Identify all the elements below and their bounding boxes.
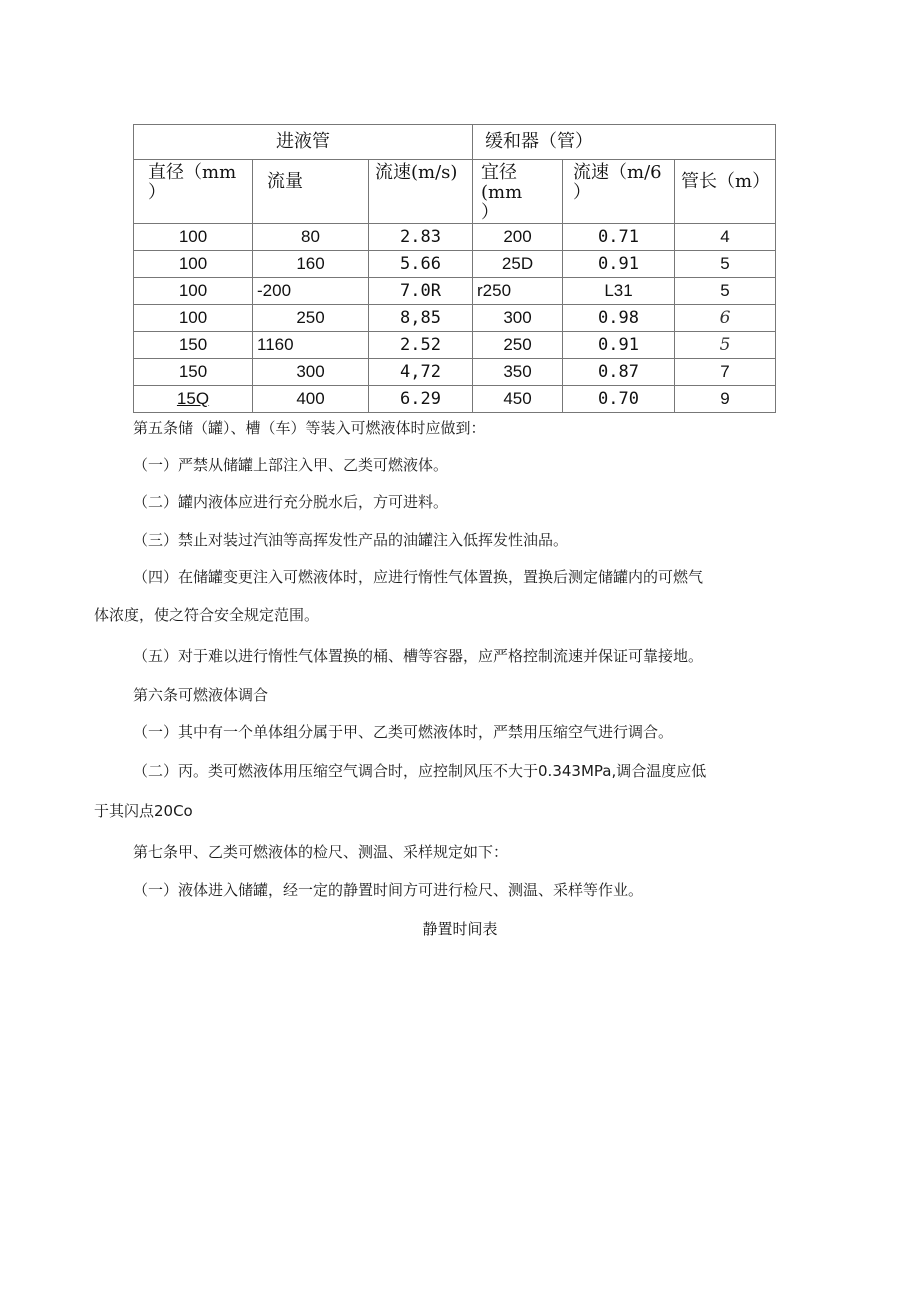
cell-diameter: 100 [134,251,253,278]
cell-buffer-diameter: 450 [473,386,563,413]
cell-flow: 80 [253,224,369,251]
table-row [134,332,776,359]
article-5-title: 第五条储（罐）、槽（车）等装入可燃液体时应做到： [133,419,486,437]
cell-buffer-velocity: 0.87 [563,359,675,386]
table-row [134,386,776,413]
col-header-text: 管长（m） [681,171,771,192]
article-5-item-5: （五）对于难以进行惰性气体置换的桶、槽等容器，应严格控制流速并保证可靠接地。 [133,647,704,665]
cell-pipe-length: 5 [675,251,776,278]
cell-pipe-length: 4 [675,224,776,251]
cell-diameter: 100 [134,224,253,251]
cell-buffer-diameter: 200 [473,224,563,251]
col-header-diameter [134,160,253,224]
cell-flow: 1160 [253,332,369,359]
cell-velocity: 4,72 [369,359,473,386]
col-header-text: 宜径(mm ） [481,162,523,223]
col-header-buffer-velocity [563,160,675,224]
cell-buffer-velocity: 0.98 [563,305,675,332]
table-row [134,251,776,278]
cell-diameter: 150 [134,332,253,359]
cell-buffer-diameter: 25D [473,251,563,278]
article-5-item-1: （一）严禁从储罐上部注入甲、乙类可燃液体。 [133,456,449,474]
col-header-buffer-diameter [473,160,563,224]
cell-pipe-length: 5 [675,278,776,305]
cell-diameter: 100 [134,278,253,305]
cell-buffer-velocity: L31 [563,278,675,305]
cell-flow: 160 [253,251,369,278]
article-7-item-1: （一）液体进入储罐，经一定的静置时间方可进行检尺、测温、采样等作业。 [133,881,644,899]
article-6-title: 第六条可燃液体调合 [133,686,269,704]
cell-buffer-velocity: 0.71 [563,224,675,251]
cell-flow: -200 [253,278,369,305]
cell-diameter: 150 [134,359,253,386]
group-inlet-pipe: 进液管 [134,125,473,160]
cell-buffer-diameter: 250 [473,332,563,359]
article-6-item-1: （一）其中有一个单体组分属于甲、乙类可燃液体时，严禁用压缩空气进行调合。 [133,723,674,741]
table-row [134,224,776,251]
col-header-text: 流速(m/s) [375,162,458,183]
cell-buffer-diameter: r250 [473,278,563,305]
col-header-velocity [369,160,473,224]
cell-flow: 250 [253,305,369,332]
cell-velocity: 8,85 [369,305,473,332]
article-6-item-2-line-1: （二）丙。类可燃液体用压缩空气调合时，应控制风压不大于0.343MPa,调合温度应低 [133,762,707,780]
cell-flow: 300 [253,359,369,386]
col-header-flow [253,160,369,224]
cell-diameter: 100 [134,305,253,332]
flow-rate-table [133,124,776,413]
cell-buffer-velocity: 0.91 [563,251,675,278]
article-5-item-2: （二）罐内液体应进行充分脱水后，方可进料。 [133,493,449,511]
cell-velocity: 6.29 [369,386,473,413]
table-row [134,359,776,386]
table-column-header [134,160,776,224]
article-7-title: 第七条甲、乙类可燃液体的检尺、测温、采样规定如下： [133,843,509,861]
cell-buffer-velocity: 0.70 [563,386,675,413]
cell-buffer-diameter: 350 [473,359,563,386]
cell-velocity: 2.52 [369,332,473,359]
cell-pipe-length: 5 [675,332,776,359]
article-5-item-4-line-1: （四）在储罐变更注入可燃液体时，应进行惰性气体置换，置换后测定储罐内的可燃气 [133,568,704,586]
settling-time-table-title: 静置时间表 [422,920,498,938]
cell-pipe-length: 9 [675,386,776,413]
article-5-item-4-line-2: 体浓度，使之符合安全规定范围。 [94,606,320,624]
col-header-text: 直径（mm ） [148,162,237,203]
cell-pipe-length: 7 [675,359,776,386]
cell-flow: 400 [253,386,369,413]
cell-buffer-diameter: 300 [473,305,563,332]
cell-velocity: 7.0R [369,278,473,305]
table-row [134,305,776,332]
col-header-text: 流量 [267,171,303,192]
col-header-text: 流速（m/6 ） [573,162,662,203]
table-row [134,278,776,305]
cell-velocity: 5.66 [369,251,473,278]
cell-buffer-velocity: 0.91 [563,332,675,359]
article-5-item-3: （三）禁止对装过汽油等高挥发性产品的油罐注入低挥发性油品。 [133,531,569,549]
col-header-pipe-length [675,160,776,224]
table-group-header [134,125,776,160]
cell-pipe-length: 6 [675,305,776,332]
article-6-item-2-line-2: 于其闪点20Co [94,802,193,820]
cell-diameter: 15Q [134,386,253,413]
group-buffer-pipe: 缓和器（管） [473,125,776,160]
cell-velocity: 2.83 [369,224,473,251]
